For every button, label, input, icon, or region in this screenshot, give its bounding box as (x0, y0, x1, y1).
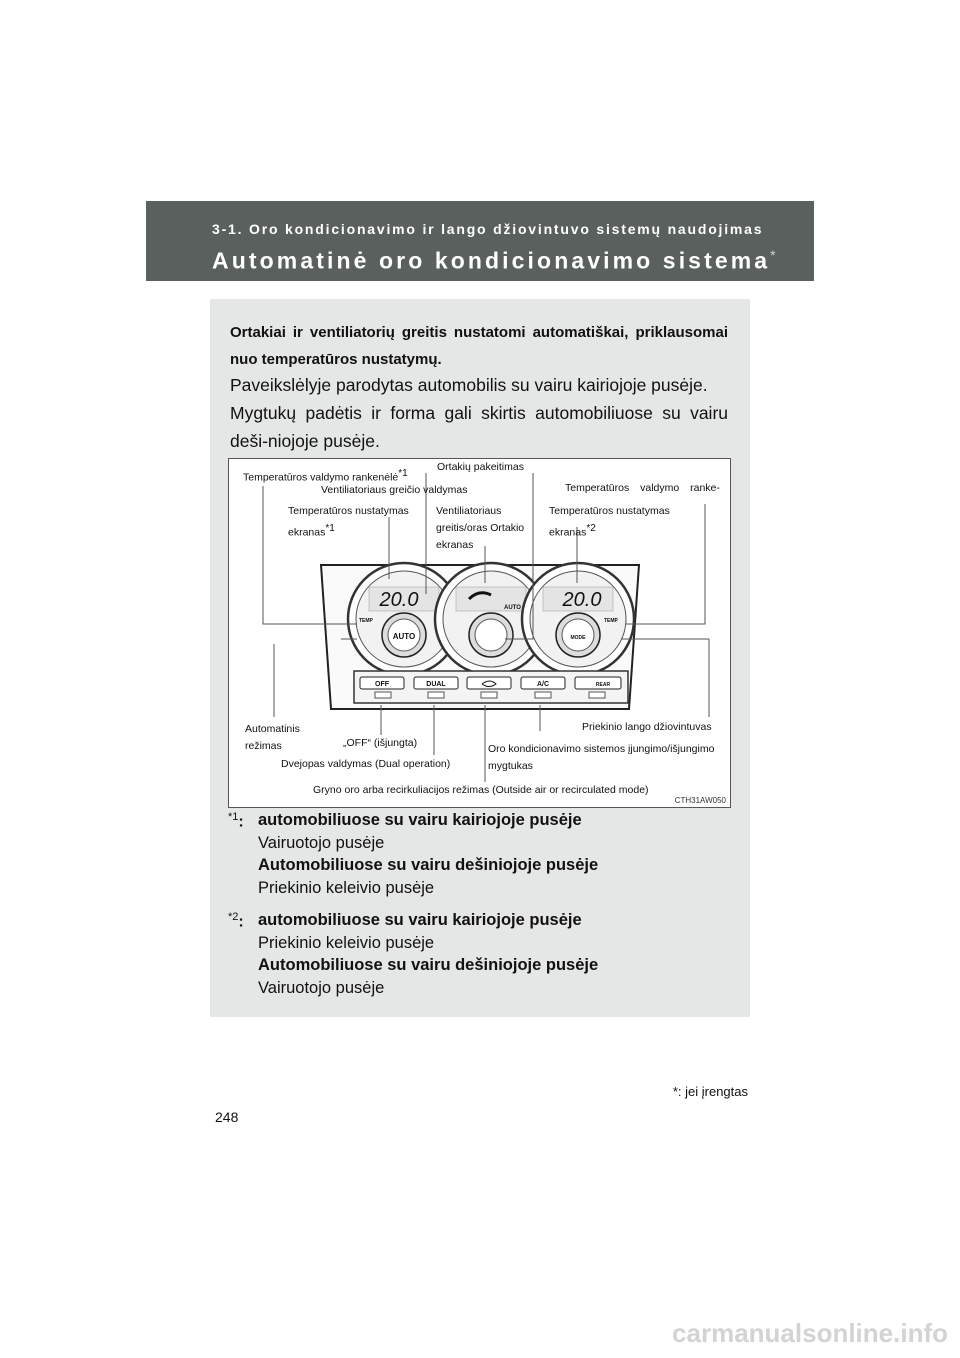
footnote-2-line-4: Vairuotojo pusėje (258, 978, 385, 997)
label-dual: Dvejopas valdymas (Dual operation) (281, 758, 451, 770)
label-temp-display-left (288, 503, 409, 542)
label-fan-speed: Ventiliatoriaus greičio valdymas (321, 484, 468, 496)
label-defroster: Priekinio lango džiovintuvas (582, 721, 712, 733)
footnote-2-line-3: Automobiliuose su vairu dešiniojoje pusėje (258, 956, 599, 974)
label-fan-display-line2: greitis/oras Ortakio (436, 522, 525, 534)
footnotes (228, 809, 728, 1007)
dual-button-label: DUAL (426, 681, 446, 688)
label-ac-button-line2: mygtukas (488, 760, 533, 772)
footnote-1-mark: $^{*1}$: (228, 811, 244, 831)
auto-knob-label: AUTO (392, 632, 416, 641)
footnote-1 (228, 809, 728, 899)
label-temp-display-right (549, 503, 670, 542)
footnote-2-body (258, 909, 728, 999)
label-temp-knob-right: Temperatūros valdymo ranke- (565, 482, 720, 494)
label-off: „OFF“ (išjungta) (343, 737, 418, 749)
footnote-2-mark-text: *2 (228, 911, 239, 923)
label-auto-mode-line1: Automatinis (245, 723, 300, 735)
ac-button-label: A/C (536, 681, 550, 688)
footnote-2-line-2: Priekinio keleivio pusėje (258, 933, 435, 952)
climate-control-figure (228, 458, 731, 808)
footnote-1-line-2: Vairuotojo pusėje (258, 833, 385, 852)
label-temp-display-left-ref: *1 (325, 523, 335, 534)
equipment-mark: * (770, 247, 776, 263)
label-fan-display-line1: Ventiliatoriaus (436, 505, 502, 517)
figure-code: CTH31AW050 (674, 796, 726, 805)
temp-label-right: TEMP (604, 618, 618, 624)
label-vent-change: Ortakių pakeitimas (437, 461, 524, 473)
equipment-footnote: *: jei įrengtas (672, 1084, 748, 1099)
note-line-1: Paveikslėlyje parodytas automobilis su vairu kairiojoje pusėje. (230, 375, 708, 395)
label-temp-display-right-line2: ekranas (549, 526, 587, 539)
rear-button-label: REAR (595, 682, 611, 688)
label-temp-display-left-line2: ekranas (288, 526, 326, 539)
label-fan-display-line3: ekranas (436, 539, 474, 551)
temp-label-left: TEMP (359, 618, 373, 624)
footnote-1-mark-text: *1 (228, 811, 239, 823)
footnote-1-line-1: automobiliuose su vairu kairiojoje pusėje (258, 811, 582, 829)
watermark: carmanualsonline.info (672, 1318, 948, 1348)
left-temp-readout: 20.0 (379, 589, 419, 611)
label-temp-display-left-line1: Temperatūros nustatymas (288, 505, 409, 517)
off-button-label: OFF (375, 681, 389, 688)
label-temp-knob-left-text: Temperatūros valdymo rankenėlė (243, 471, 399, 484)
footnote-2-line-1: automobiliuose su vairu kairiojoje pusėje (258, 911, 582, 929)
footnote-1-line-3: Automobiliuose su vairu dešiniojoje pusėje (258, 856, 599, 874)
chapter-header (146, 201, 814, 281)
right-temp-readout: 20.0 (562, 589, 602, 611)
mode-knob-label: MODE (570, 635, 586, 641)
footnote-2 (228, 909, 728, 999)
label-ac-button-line1: Oro kondicionavimo sistemos įjungimo/išjungimo (488, 743, 715, 755)
label-temp-display-right-ref: *2 (586, 523, 596, 534)
label-ac-button (488, 741, 714, 775)
page-title-text: Automatinė oro kondicionavimo sistema (212, 247, 771, 274)
label-auto-mode-line2: režimas (245, 740, 282, 752)
auto-indicator: AUTO (504, 605, 521, 611)
section-title: 3-1. Oro kondicionavimo ir lango džiovintuvo sistemų naudojimas (212, 221, 764, 237)
content-panel (210, 299, 750, 1017)
footnote-1-line-4: Priekinio keleivio pusėje (258, 878, 435, 897)
label-recirculation: Gryno oro arba recirkuliacijos režimas (Outside air or recirculated mode) (313, 784, 649, 796)
label-auto-mode (245, 721, 300, 755)
label-temp-knob-left-ref: *1 (398, 468, 408, 479)
intro-paragraph: Ortakiai ir ventiliatorių greitis nustatomi automatiškai, priklausomai nuo temperatūros nustatymų. (230, 324, 728, 368)
note-paragraph (230, 371, 728, 455)
label-temp-display-right-line1: Temperatūros nustatymas (549, 505, 670, 517)
note-line-2: Mygtukų padėtis ir forma gali skirtis automobiliuose su vairu deši-niojoje pusėje. (230, 403, 728, 451)
label-fan-display (436, 503, 524, 554)
page-number: 248 (215, 1109, 239, 1125)
footnote-1-body (258, 809, 728, 899)
footnote-2-mark: $^{*2}$: (228, 911, 244, 931)
page-title (212, 247, 776, 275)
